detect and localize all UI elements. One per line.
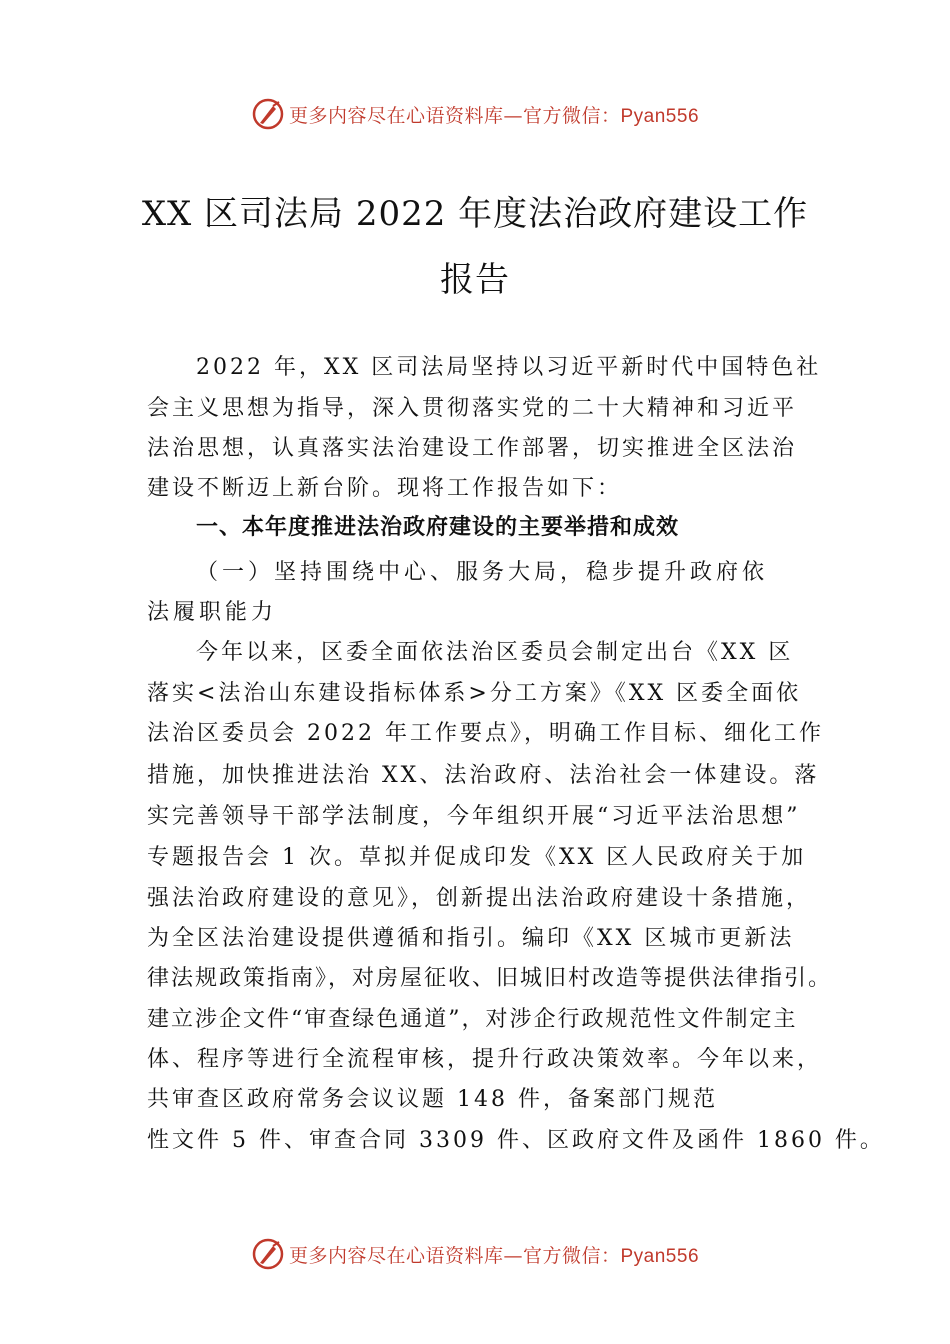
- watermark-banner-bottom: [0, 1234, 950, 1274]
- watermark-text: 更多内容尽在心语资料库—官方微信：Pyan556: [288, 104, 700, 127]
- body-line: 专题报告会 1 次。草拟并促成印发《XX 区人民政府关于加: [147, 845, 807, 870]
- subsection-heading-line-1: （一）坚持围绕中心、服务大局，稳步提升政府依: [196, 560, 769, 585]
- body-line: 法治区委员会 2022 年工作要点》，明确工作目标、细化工作: [147, 721, 824, 746]
- body-line: 建立涉企文件“审查绿色通道”，对涉企行政规范性文件制定主: [147, 1007, 798, 1032]
- body-line: 今年以来，区委全面依法治区委员会制定出台《XX 区: [196, 640, 794, 665]
- body-line: 措施，加快推进法治 XX、法治政府、法治社会一体建设。落: [147, 763, 820, 788]
- intro-line: 法治思想，认真落实法治建设工作部署，切实推进全区法治: [147, 436, 798, 461]
- document-title-line-2: 报告: [440, 260, 510, 300]
- intro-line: 建设不断迈上新台阶。现将工作报告如下：: [147, 476, 623, 501]
- body-line: 律法规政策指南》，对房屋征收、旧城旧村改造等提供法律指引。: [147, 966, 833, 991]
- body-line: 共审查区政府常务会议议题 148 件，备案部门规范: [147, 1087, 718, 1112]
- document-title-line-1: XX 区司法局 2022 年度法治政府建设工作: [141, 194, 809, 234]
- body-line: 体、程序等进行全流程审核，提升行政决策效率。今年以来，: [147, 1047, 823, 1072]
- section-heading: 一、本年度推进法治政府建设的主要举措和成效: [196, 515, 680, 540]
- quill-pen-logo-icon: [251, 97, 285, 131]
- body-line: 性文件 5 件、审查合同 3309 件、区政府文件及函件 1860 件。: [147, 1128, 885, 1153]
- body-line: 为全区法治建设提供遵循和指引。编印《XX 区城市更新法: [147, 926, 795, 951]
- body-line: 落实<法治山东建设指标体系>分工方案》《XX 区委全面依: [147, 681, 802, 706]
- subsection-heading-line-2: 法履职能力: [147, 600, 278, 625]
- intro-line: 2022 年，XX 区司法局坚持以习近平新时代中国特色社: [196, 355, 822, 380]
- watermark-banner-top: [0, 94, 950, 134]
- quill-pen-logo-icon: [251, 1237, 285, 1271]
- watermark-text: 更多内容尽在心语资料库—官方微信：Pyan556: [288, 1244, 700, 1267]
- body-line: 强法治政府建设的意见》，创新提出法治政府建设十条措施，: [147, 886, 812, 911]
- intro-line: 会主义思想为指导，深入贯彻落实党的二十大精神和习近平: [147, 396, 798, 421]
- body-line: 实完善领导干部学法制度，今年组织开展“习近平法治思想”: [147, 804, 801, 829]
